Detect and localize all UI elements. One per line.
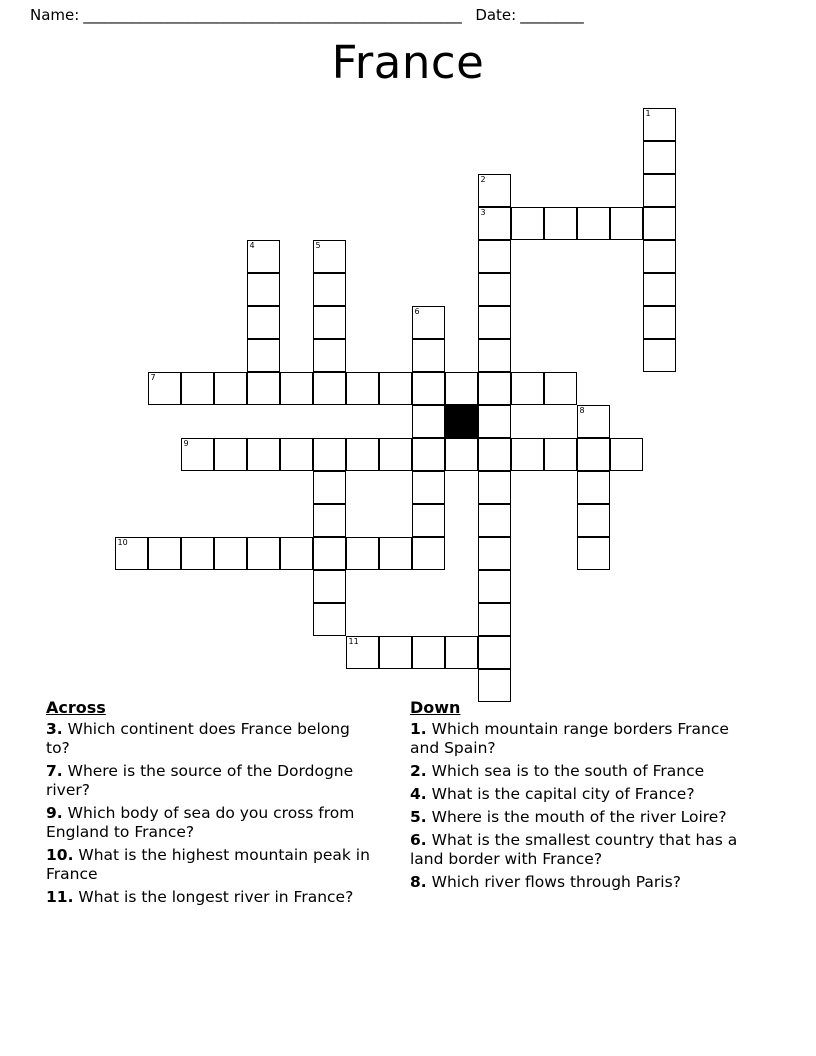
grid-cell[interactable] [247, 537, 280, 570]
grid-cell-number: 2 [480, 175, 486, 184]
down-clue-item [410, 831, 760, 869]
down-clue-item [410, 762, 760, 781]
grid-cell-number: 4 [249, 241, 255, 250]
grid-cell[interactable] [247, 240, 280, 273]
down-clue-number: 1. [410, 720, 427, 738]
across-clue-item [46, 846, 376, 884]
name-blank-line[interactable]: ______________________________________________________ [83, 6, 462, 24]
grid-cell[interactable] [478, 372, 511, 405]
across-clue-text: What is the highest mountain peak in France [46, 846, 370, 883]
grid-cell[interactable] [214, 438, 247, 471]
grid-cell[interactable] [478, 174, 511, 207]
grid-cell[interactable] [346, 636, 379, 669]
grid-cell[interactable] [214, 537, 247, 570]
grid-cell[interactable] [313, 372, 346, 405]
grid-cell[interactable] [643, 207, 676, 240]
across-heading: Across [46, 698, 106, 717]
grid-cell[interactable] [148, 537, 181, 570]
grid-cell[interactable] [445, 438, 478, 471]
grid-cell[interactable] [379, 372, 412, 405]
grid-cell[interactable] [445, 636, 478, 669]
down-clue-text: Which river flows through Paris? [426, 873, 681, 891]
across-clue-text: Which body of sea do you cross from England to France? [46, 804, 355, 841]
grid-cell[interactable] [478, 306, 511, 339]
down-clue-text: What is the capital city of France? [426, 785, 695, 803]
across-clue-item [46, 762, 376, 800]
grid-cell[interactable] [181, 372, 214, 405]
grid-cell[interactable] [478, 240, 511, 273]
grid-cell[interactable] [280, 438, 313, 471]
down-clue-item [410, 873, 760, 892]
grid-cell[interactable] [544, 207, 577, 240]
grid-cell-number: 10 [117, 538, 128, 547]
grid-cell[interactable] [313, 438, 346, 471]
grid-cell[interactable] [181, 537, 214, 570]
grid-cell[interactable] [478, 339, 511, 372]
grid-cell[interactable] [412, 636, 445, 669]
grid-cell[interactable] [643, 174, 676, 207]
grid-cell[interactable] [247, 273, 280, 306]
grid-cell-number: 11 [348, 637, 359, 646]
grid-cell[interactable] [247, 372, 280, 405]
across-clue-number: 7. [46, 762, 63, 780]
grid-cell[interactable] [544, 372, 577, 405]
grid-cell[interactable] [247, 306, 280, 339]
grid-cell[interactable] [214, 372, 247, 405]
grid-cell[interactable] [280, 537, 313, 570]
down-clue-number: 4. [410, 785, 427, 803]
grid-cell[interactable] [412, 339, 445, 372]
grid-cell[interactable] [379, 537, 412, 570]
grid-cell[interactable] [610, 438, 643, 471]
grid-cell[interactable] [247, 438, 280, 471]
across-clue-item [46, 888, 376, 907]
across-clue-number: 10. [46, 846, 74, 864]
grid-cell-number: 7 [150, 373, 156, 382]
across-clue-item [46, 720, 376, 758]
grid-cell[interactable] [313, 603, 346, 636]
down-clue-item [410, 785, 760, 804]
across-clue-text: What is the longest river in France? [73, 888, 354, 906]
grid-cell[interactable] [412, 306, 445, 339]
grid-cell[interactable] [379, 636, 412, 669]
down-clue-number: 8. [410, 873, 427, 891]
down-heading: Down [410, 698, 461, 717]
grid-cell-number: 5 [315, 241, 321, 250]
grid-cell[interactable] [478, 273, 511, 306]
down-clue-list [410, 720, 760, 892]
down-clue-text: Which sea is to the south of France [426, 762, 705, 780]
worksheet-header [0, 0, 816, 26]
down-clue-item [410, 720, 760, 758]
grid-cell[interactable] [379, 438, 412, 471]
grid-cell[interactable] [346, 438, 379, 471]
grid-cell[interactable] [280, 372, 313, 405]
down-clue-number: 2. [410, 762, 427, 780]
grid-cell[interactable] [577, 537, 610, 570]
date-label: Date: [475, 6, 517, 24]
grid-cell-blocked [445, 405, 478, 438]
grid-cell[interactable] [643, 306, 676, 339]
grid-cell[interactable] [181, 438, 214, 471]
grid-cell[interactable] [577, 207, 610, 240]
grid-cell[interactable] [577, 471, 610, 504]
across-clue-text: Which continent does France belong to? [46, 720, 350, 757]
grid-cell-number: 6 [414, 307, 420, 316]
page-title: France [331, 36, 485, 89]
grid-cell[interactable] [478, 537, 511, 570]
grid-cell[interactable] [478, 570, 511, 603]
crossword-grid[interactable] [0, 100, 816, 700]
grid-cell[interactable] [511, 372, 544, 405]
grid-cell-number: 1 [645, 109, 651, 118]
clues-section [0, 698, 816, 998]
grid-cell[interactable] [346, 372, 379, 405]
name-label: Name: [30, 6, 80, 24]
grid-cell[interactable] [247, 339, 280, 372]
grid-cell[interactable] [313, 471, 346, 504]
grid-cell[interactable] [478, 438, 511, 471]
grid-cell[interactable] [313, 504, 346, 537]
grid-cell[interactable] [412, 372, 445, 405]
grid-cell[interactable] [346, 537, 379, 570]
down-clues-column [410, 698, 760, 896]
grid-cell[interactable] [478, 471, 511, 504]
grid-cell[interactable] [148, 372, 181, 405]
grid-cell[interactable] [478, 405, 511, 438]
grid-cell-number: 8 [579, 406, 585, 415]
grid-cell[interactable] [643, 108, 676, 141]
grid-cell[interactable] [115, 537, 148, 570]
across-clue-number: 9. [46, 804, 63, 822]
grid-cell[interactable] [643, 141, 676, 174]
grid-cell[interactable] [412, 471, 445, 504]
grid-cell[interactable] [577, 438, 610, 471]
grid-cell[interactable] [313, 537, 346, 570]
down-clue-text: Which mountain range borders France and Spain? [410, 720, 729, 757]
across-clue-number: 3. [46, 720, 63, 738]
grid-cell[interactable] [610, 207, 643, 240]
across-clues-column [46, 698, 376, 911]
grid-cell[interactable] [313, 339, 346, 372]
grid-cell[interactable] [577, 405, 610, 438]
grid-cell[interactable] [478, 207, 511, 240]
down-clue-text: Where is the mouth of the river Loire? [426, 808, 727, 826]
across-clue-item [46, 804, 376, 842]
grid-cell[interactable] [643, 240, 676, 273]
down-clue-number: 6. [410, 831, 427, 849]
down-clue-number: 5. [410, 808, 427, 826]
grid-cell[interactable] [478, 636, 511, 669]
down-clue-text: What is the smallest country that has a land border with France? [410, 831, 738, 868]
grid-cell-number: 9 [183, 439, 189, 448]
grid-cell[interactable] [577, 504, 610, 537]
grid-cell[interactable] [643, 273, 676, 306]
grid-cell[interactable] [478, 504, 511, 537]
grid-cell[interactable] [313, 570, 346, 603]
grid-cell[interactable] [313, 240, 346, 273]
grid-cell[interactable] [412, 504, 445, 537]
grid-cell[interactable] [544, 438, 577, 471]
grid-cell[interactable] [478, 603, 511, 636]
grid-cell[interactable] [313, 306, 346, 339]
grid-cell[interactable] [313, 273, 346, 306]
grid-cell[interactable] [412, 405, 445, 438]
grid-cell[interactable] [511, 207, 544, 240]
across-clue-number: 11. [46, 888, 74, 906]
date-blank-line[interactable]: _________ [520, 6, 584, 24]
grid-cell[interactable] [511, 438, 544, 471]
grid-cell[interactable] [412, 537, 445, 570]
across-clue-list [46, 720, 376, 907]
down-clue-item [410, 808, 760, 827]
grid-cell[interactable] [412, 438, 445, 471]
grid-cell[interactable] [643, 339, 676, 372]
grid-cell-number: 3 [480, 208, 486, 217]
grid-cell[interactable] [445, 372, 478, 405]
across-clue-text: Where is the source of the Dordogne river? [46, 762, 354, 799]
